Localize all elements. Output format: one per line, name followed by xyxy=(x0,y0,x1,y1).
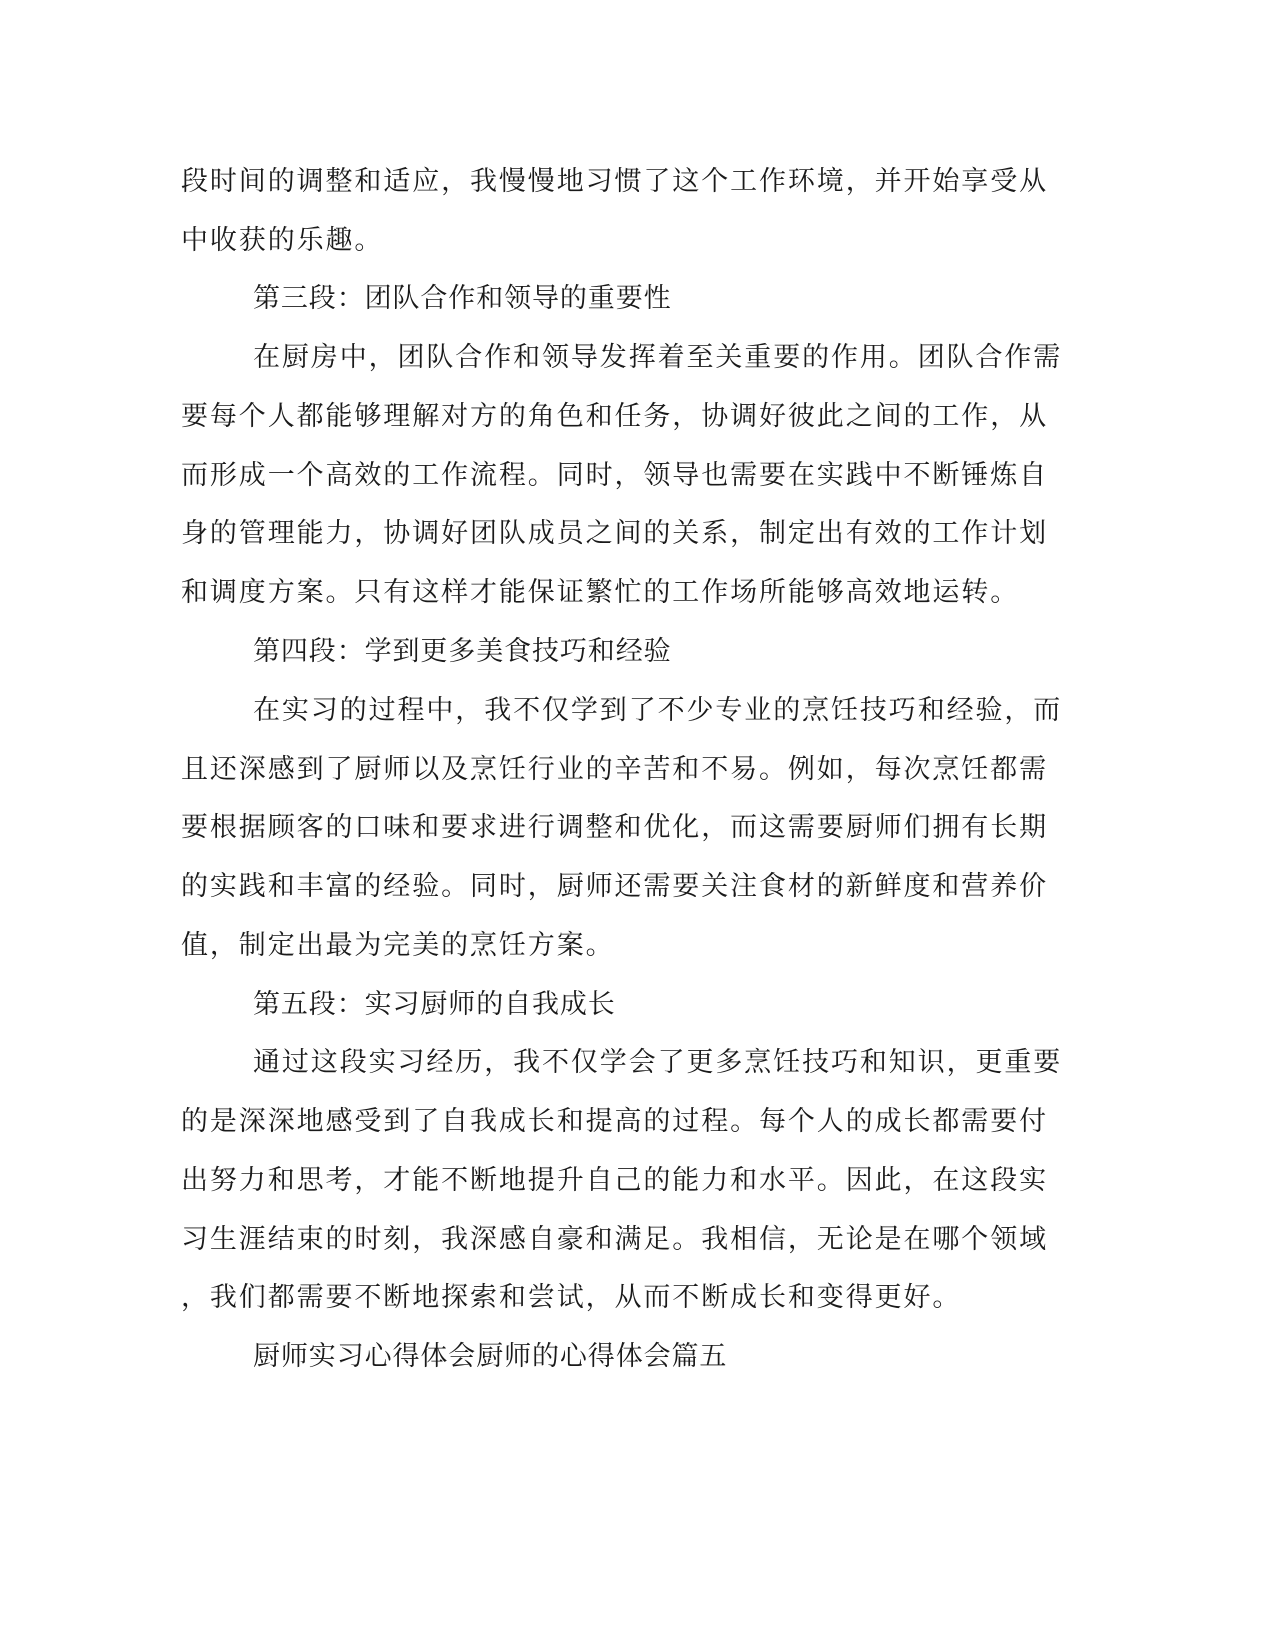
body-text-line: 习生涯结束的时刻，我深感自豪和满足。我相信，无论是在哪个领域 xyxy=(181,1224,1048,1255)
body-text-line: 的实践和丰富的经验。同时，厨师还需要关注食材的新鲜度和营养价 xyxy=(181,871,1048,902)
body-text-line: 要每个人都能够理解对方的角色和任务，协调好彼此之间的工作，从 xyxy=(181,401,1048,432)
body-text-line: 通过这段实习经历，我不仅学会了更多烹饪技巧和知识，更重要 xyxy=(253,1047,1063,1078)
body-text-line: 段时间的调整和适应，我慢慢地习惯了这个工作环境，并开始享受从 xyxy=(181,166,1048,197)
section-heading-4: 第四段：学到更多美食技巧和经验 xyxy=(253,636,672,667)
section-heading-3: 第三段：团队合作和领导的重要性 xyxy=(253,283,672,314)
body-text-line: 和调度方案。只有这样才能保证繁忙的工作场所能够高效地运转。 xyxy=(181,577,1020,608)
body-text-line: 在实习的过程中，我不仅学到了不少专业的烹饪技巧和经验，而 xyxy=(253,695,1063,726)
body-text-line: 值，制定出最为完美的烹饪方案。 xyxy=(181,930,615,961)
body-text-line: 的是深深地感受到了自我成长和提高的过程。每个人的成长都需要付 xyxy=(181,1106,1048,1137)
article-title-next: 厨师实习心得体会厨师的心得体会篇五 xyxy=(253,1341,728,1372)
body-text-line: ，我们都需要不断地探索和尝试，从而不断成长和变得更好。 xyxy=(181,1282,962,1313)
section-heading-5: 第五段：实习厨师的自我成长 xyxy=(253,989,616,1020)
body-text-line: 中收获的乐趣。 xyxy=(181,225,384,256)
body-text-line: 且还深感到了厨师以及烹饪行业的辛苦和不易。例如，每次烹饪都需 xyxy=(181,754,1048,785)
body-text-line: 要根据顾客的口味和要求进行调整和优化，而这需要厨师们拥有长期 xyxy=(181,812,1048,843)
body-text-line: 而形成一个高效的工作流程。同时，领导也需要在实践中不断锤炼自 xyxy=(181,460,1048,491)
body-text-line: 在厨房中，团队合作和领导发挥着至关重要的作用。团队合作需 xyxy=(253,342,1063,373)
body-text-line: 身的管理能力，协调好团队成员之间的关系，制定出有效的工作计划 xyxy=(181,518,1048,549)
body-text-line: 出努力和思考，才能不断地提升自己的能力和水平。因此，在这段实 xyxy=(181,1165,1048,1196)
